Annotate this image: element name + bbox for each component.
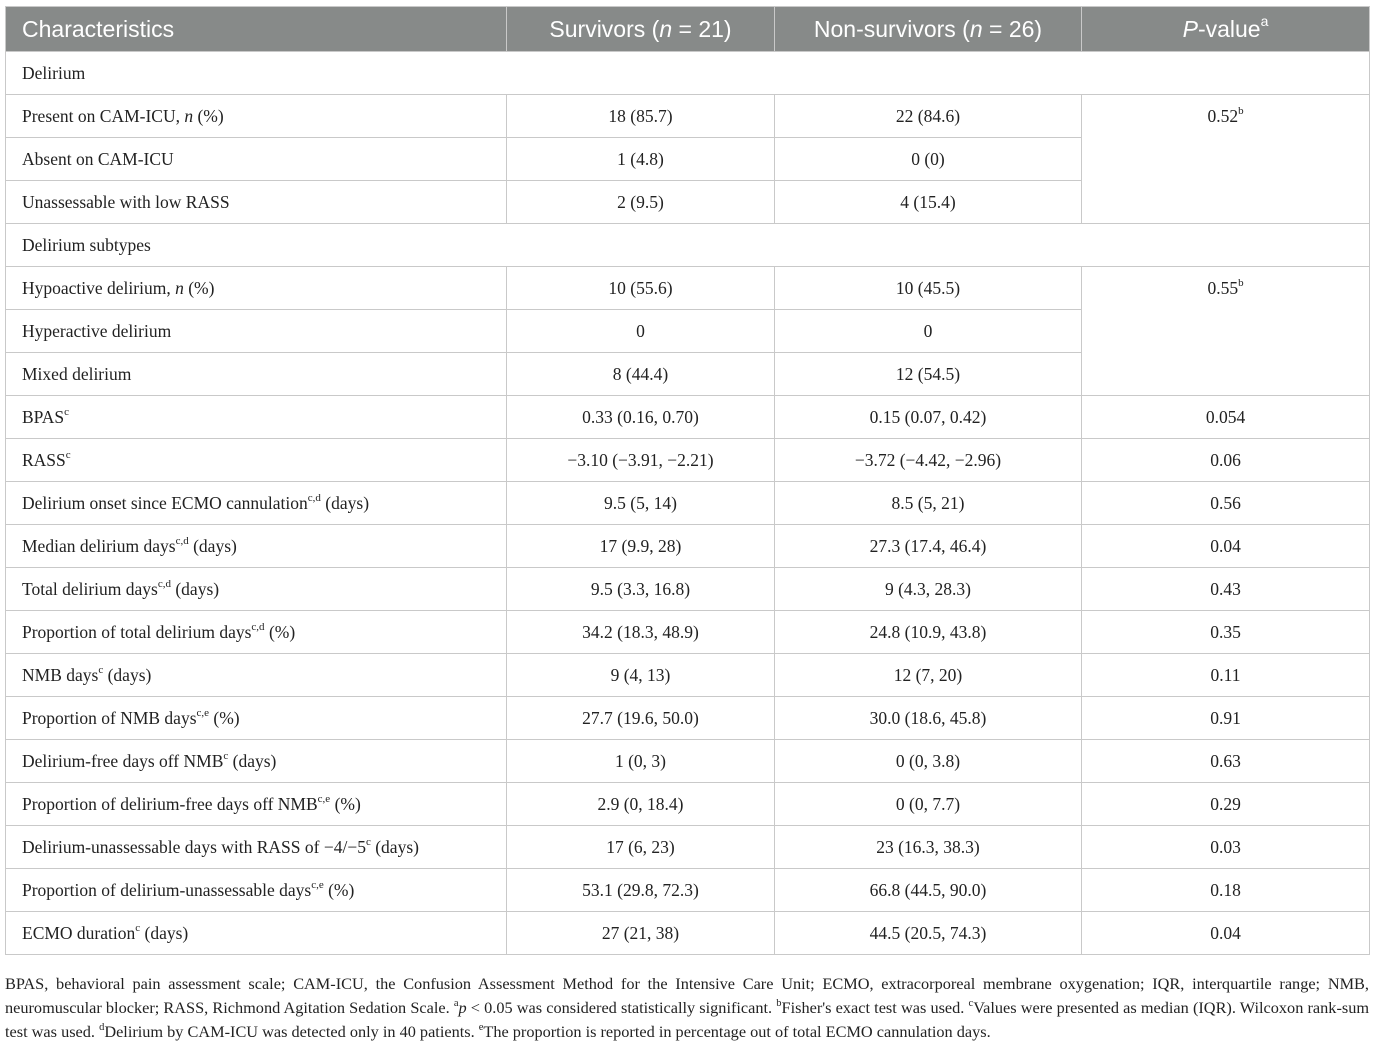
section-label bbox=[6, 52, 1370, 95]
text-run: Delirium-unassessable days with RASS of −4/−5 bbox=[22, 836, 366, 857]
text-run: 0.03 bbox=[1210, 836, 1241, 857]
row-label bbox=[6, 740, 507, 783]
text-run: Proportion of delirium-unassessable days bbox=[22, 879, 312, 900]
row-label bbox=[6, 525, 507, 568]
survivors-value: 9 (4, 13) bbox=[507, 654, 775, 697]
italic-text: P bbox=[1182, 16, 1198, 42]
survivors-value: 18 (85.7) bbox=[507, 95, 775, 138]
text-run: 0.04 bbox=[1210, 535, 1241, 556]
table-row bbox=[6, 654, 1370, 697]
section-header-row bbox=[6, 224, 1370, 267]
superscript-marker: a bbox=[453, 997, 459, 1009]
row-label bbox=[6, 396, 507, 439]
superscript-marker: b bbox=[776, 997, 782, 1009]
text-run: 0.91 bbox=[1210, 707, 1241, 728]
text-run: (%) bbox=[183, 277, 215, 298]
superscript-marker: c,d bbox=[175, 534, 189, 547]
non-survivors-value: 12 (7, 20) bbox=[775, 654, 1082, 697]
superscript-marker: a bbox=[1260, 13, 1269, 30]
table-row bbox=[6, 568, 1370, 611]
table-row bbox=[6, 396, 1370, 439]
table-row bbox=[6, 740, 1370, 783]
survivors-value: 34.2 (18.3, 48.9) bbox=[507, 611, 775, 654]
survivors-value: 10 (55.6) bbox=[507, 267, 775, 310]
text-run: Absent on CAM-ICU bbox=[22, 148, 174, 169]
row-label bbox=[6, 353, 507, 396]
p-value bbox=[1082, 912, 1370, 955]
text-run: 0.054 bbox=[1205, 406, 1246, 427]
text-run: 0.63 bbox=[1210, 750, 1241, 771]
delirium-characteristics-table bbox=[5, 6, 1370, 955]
survivors-value: 17 (6, 23) bbox=[507, 826, 775, 869]
row-label bbox=[6, 783, 507, 826]
survivors-value: 2.9 (0, 18.4) bbox=[507, 783, 775, 826]
superscript-marker: b bbox=[1238, 277, 1244, 290]
text-run: Unassessable with low RASS bbox=[22, 191, 230, 212]
p-value bbox=[1082, 525, 1370, 568]
non-survivors-value: 0 bbox=[775, 310, 1082, 353]
non-survivors-value: 23 (16.3, 38.3) bbox=[775, 826, 1082, 869]
table-footnote bbox=[5, 972, 1369, 1044]
text-run: Median delirium days bbox=[22, 535, 176, 556]
superscript-marker: c bbox=[65, 448, 71, 461]
table-header bbox=[6, 7, 1370, 52]
table-row bbox=[6, 783, 1370, 826]
p-value bbox=[1082, 439, 1370, 482]
row-label bbox=[6, 439, 507, 482]
text-run: Delirium bbox=[22, 62, 86, 83]
text-run: Delirium-free days off NMB bbox=[22, 750, 224, 771]
p-value bbox=[1082, 869, 1370, 912]
row-label bbox=[6, 697, 507, 740]
text-run: ECMO duration bbox=[22, 922, 136, 943]
table-row bbox=[6, 869, 1370, 912]
p-value bbox=[1082, 740, 1370, 783]
header-survivors bbox=[507, 7, 775, 52]
text-run: 0.43 bbox=[1210, 578, 1241, 599]
text-run: (days) bbox=[140, 922, 189, 943]
superscript-marker: c bbox=[98, 663, 104, 676]
row-label bbox=[6, 568, 507, 611]
text-run: (days) bbox=[170, 578, 220, 599]
superscript-marker: d bbox=[99, 1021, 105, 1033]
text-run: 0.35 bbox=[1210, 621, 1241, 642]
section-label bbox=[6, 224, 1370, 267]
p-value bbox=[1082, 482, 1370, 525]
text-run: (days) bbox=[320, 492, 370, 513]
table-row bbox=[6, 826, 1370, 869]
text-run: = 26) bbox=[982, 16, 1043, 42]
text-run: The proportion is reported in percentage out of total ECMO cannulation days. bbox=[483, 1022, 991, 1042]
text-run: 0.52 bbox=[1207, 106, 1239, 126]
row-label bbox=[6, 138, 507, 181]
text-run: Proportion of delirium-free days off NMB bbox=[22, 793, 318, 814]
superscript-marker: c,d bbox=[307, 491, 321, 504]
table-row bbox=[6, 482, 1370, 525]
row-label bbox=[6, 611, 507, 654]
non-survivors-value: 27.3 (17.4, 46.4) bbox=[775, 525, 1082, 568]
table-row bbox=[6, 439, 1370, 482]
text-run: -value bbox=[1197, 16, 1261, 42]
text-run: BPAS, behavioral pain assessment scale; CAM-ICU, the Confusion Assessment Method for the Intensive Care Unit; ECMO, extracorporeal membrane oxygenation; IQR, interquartile range; NMB, neuromuscular blocker; RASS, Richmond Agitation Sedation Scale. bbox=[5, 974, 1369, 1018]
text-run: 0.55 bbox=[1207, 278, 1239, 298]
text-run: Delirium onset since ECMO cannulation bbox=[22, 492, 308, 513]
survivors-value: −3.10 (−3.91, −2.21) bbox=[507, 439, 775, 482]
text-run: Mixed delirium bbox=[22, 363, 132, 384]
p-value bbox=[1082, 654, 1370, 697]
text-run: NMB days bbox=[22, 664, 99, 685]
text-run: Present on CAM-ICU, bbox=[22, 105, 185, 126]
row-label bbox=[6, 482, 507, 525]
text-run: RASS bbox=[22, 449, 66, 470]
text-run: Delirium by CAM-ICU was detected only in 40 patients. bbox=[104, 1022, 479, 1042]
table-body bbox=[6, 52, 1370, 955]
survivors-value: 1 (4.8) bbox=[507, 138, 775, 181]
text-run: Total delirium days bbox=[22, 578, 158, 599]
header-row bbox=[6, 7, 1370, 52]
text-run: Delirium subtypes bbox=[22, 234, 151, 255]
text-run: 0.56 bbox=[1210, 492, 1241, 513]
survivors-value: 53.1 (29.8, 72.3) bbox=[507, 869, 775, 912]
survivors-value: 8 (44.4) bbox=[507, 353, 775, 396]
p-value bbox=[1082, 611, 1370, 654]
table-row bbox=[6, 697, 1370, 740]
p-value bbox=[1082, 267, 1370, 396]
text-run: 0.29 bbox=[1210, 793, 1241, 814]
row-label bbox=[6, 310, 507, 353]
text-run: (days) bbox=[370, 836, 419, 857]
superscript-marker: c,d bbox=[251, 620, 265, 633]
table-row bbox=[6, 912, 1370, 955]
row-label bbox=[6, 654, 507, 697]
text-run: (%) bbox=[209, 707, 240, 728]
row-label bbox=[6, 267, 507, 310]
text-run: 0.06 bbox=[1210, 449, 1241, 470]
row-label bbox=[6, 912, 507, 955]
text-run: Fisher's exact test was used. bbox=[781, 998, 969, 1018]
survivors-value: 9.5 (3.3, 16.8) bbox=[507, 568, 775, 611]
text-run: BPAS bbox=[22, 406, 65, 427]
row-label bbox=[6, 95, 507, 138]
text-run: (%) bbox=[193, 105, 224, 126]
text-run: (%) bbox=[323, 879, 355, 900]
superscript-marker: c bbox=[223, 749, 229, 762]
non-survivors-value: 0 (0, 3.8) bbox=[775, 740, 1082, 783]
section-header-row bbox=[6, 52, 1370, 95]
non-survivors-value: 0 (0) bbox=[775, 138, 1082, 181]
italic-text: n bbox=[659, 16, 673, 42]
superscript-marker: b bbox=[1238, 105, 1244, 118]
text-run: 0.18 bbox=[1210, 879, 1241, 900]
survivors-value: 27.7 (19.6, 50.0) bbox=[507, 697, 775, 740]
italic-text: n bbox=[969, 16, 983, 42]
survivors-value: 17 (9.9, 28) bbox=[507, 525, 775, 568]
p-value bbox=[1082, 396, 1370, 439]
text-run: = 21) bbox=[672, 16, 732, 42]
table-row bbox=[6, 95, 1370, 138]
superscript-marker: c,e bbox=[317, 792, 331, 805]
text-run: Proportion of NMB days bbox=[22, 707, 197, 728]
non-survivors-value: 0.15 (0.07, 0.42) bbox=[775, 396, 1082, 439]
non-survivors-value: 30.0 (18.6, 45.8) bbox=[775, 697, 1082, 740]
non-survivors-value: 9 (4.3, 28.3) bbox=[775, 568, 1082, 611]
non-survivors-value: 24.8 (10.9, 43.8) bbox=[775, 611, 1082, 654]
row-label bbox=[6, 826, 507, 869]
survivors-value: 2 (9.5) bbox=[507, 181, 775, 224]
superscript-marker: c bbox=[968, 997, 974, 1009]
header-characteristics bbox=[6, 7, 507, 52]
survivors-value: 1 (0, 3) bbox=[507, 740, 775, 783]
text-run: 0.11 bbox=[1210, 664, 1241, 685]
non-survivors-value: 44.5 (20.5, 74.3) bbox=[775, 912, 1082, 955]
text-run: < 0.05 was considered statistically significant. bbox=[466, 998, 777, 1018]
characteristics-table-container bbox=[5, 6, 1369, 955]
superscript-marker: c bbox=[64, 405, 70, 418]
text-run: (days) bbox=[103, 664, 152, 685]
non-survivors-value: 8.5 (5, 21) bbox=[775, 482, 1082, 525]
non-survivors-value: 22 (84.6) bbox=[775, 95, 1082, 138]
non-survivors-value: 66.8 (44.5, 90.0) bbox=[775, 869, 1082, 912]
non-survivors-value: −3.72 (−4.42, −2.96) bbox=[775, 439, 1082, 482]
survivors-value: 0 bbox=[507, 310, 775, 353]
italic-text: n bbox=[175, 277, 184, 298]
survivors-value: 0.33 (0.16, 0.70) bbox=[507, 396, 775, 439]
p-value bbox=[1082, 95, 1370, 224]
text-run: Non-survivors ( bbox=[813, 16, 970, 42]
text-run: Hypoactive delirium, bbox=[22, 277, 176, 298]
superscript-marker: e bbox=[478, 1021, 484, 1033]
text-run: (%) bbox=[264, 621, 296, 642]
survivors-value: 9.5 (5, 14) bbox=[507, 482, 775, 525]
row-label bbox=[6, 869, 507, 912]
header-non-survivors bbox=[775, 7, 1082, 52]
header-p-value bbox=[1082, 7, 1370, 52]
non-survivors-value: 0 (0, 7.7) bbox=[775, 783, 1082, 826]
table-row bbox=[6, 525, 1370, 568]
superscript-marker: c,d bbox=[157, 577, 171, 590]
survivors-value: 27 (21, 38) bbox=[507, 912, 775, 955]
non-survivors-value: 10 (45.5) bbox=[775, 267, 1082, 310]
text-run: Characteristics bbox=[22, 16, 175, 42]
superscript-marker: c bbox=[365, 835, 371, 848]
text-run: (days) bbox=[228, 750, 277, 771]
superscript-marker: c,e bbox=[311, 878, 324, 891]
p-value bbox=[1082, 783, 1370, 826]
superscript-marker: c,e bbox=[196, 706, 210, 719]
p-value bbox=[1082, 568, 1370, 611]
italic-text: n bbox=[184, 105, 194, 126]
text-run: 0.04 bbox=[1210, 922, 1241, 943]
text-run: Proportion of total delirium days bbox=[22, 621, 252, 642]
row-label bbox=[6, 181, 507, 224]
non-survivors-value: 12 (54.5) bbox=[775, 353, 1082, 396]
non-survivors-value: 4 (15.4) bbox=[775, 181, 1082, 224]
table-row bbox=[6, 267, 1370, 310]
italic-text: p bbox=[458, 998, 467, 1018]
p-value bbox=[1082, 697, 1370, 740]
text-run: Survivors ( bbox=[549, 16, 660, 42]
text-run: (%) bbox=[330, 793, 361, 814]
table-row bbox=[6, 611, 1370, 654]
text-run: (days) bbox=[188, 535, 237, 556]
superscript-marker: c bbox=[135, 921, 141, 934]
p-value bbox=[1082, 826, 1370, 869]
text-run: Values were presented as median (IQR). Wilcoxon rank-sum test was used. bbox=[5, 998, 1370, 1042]
text-run: Hyperactive delirium bbox=[22, 320, 172, 341]
